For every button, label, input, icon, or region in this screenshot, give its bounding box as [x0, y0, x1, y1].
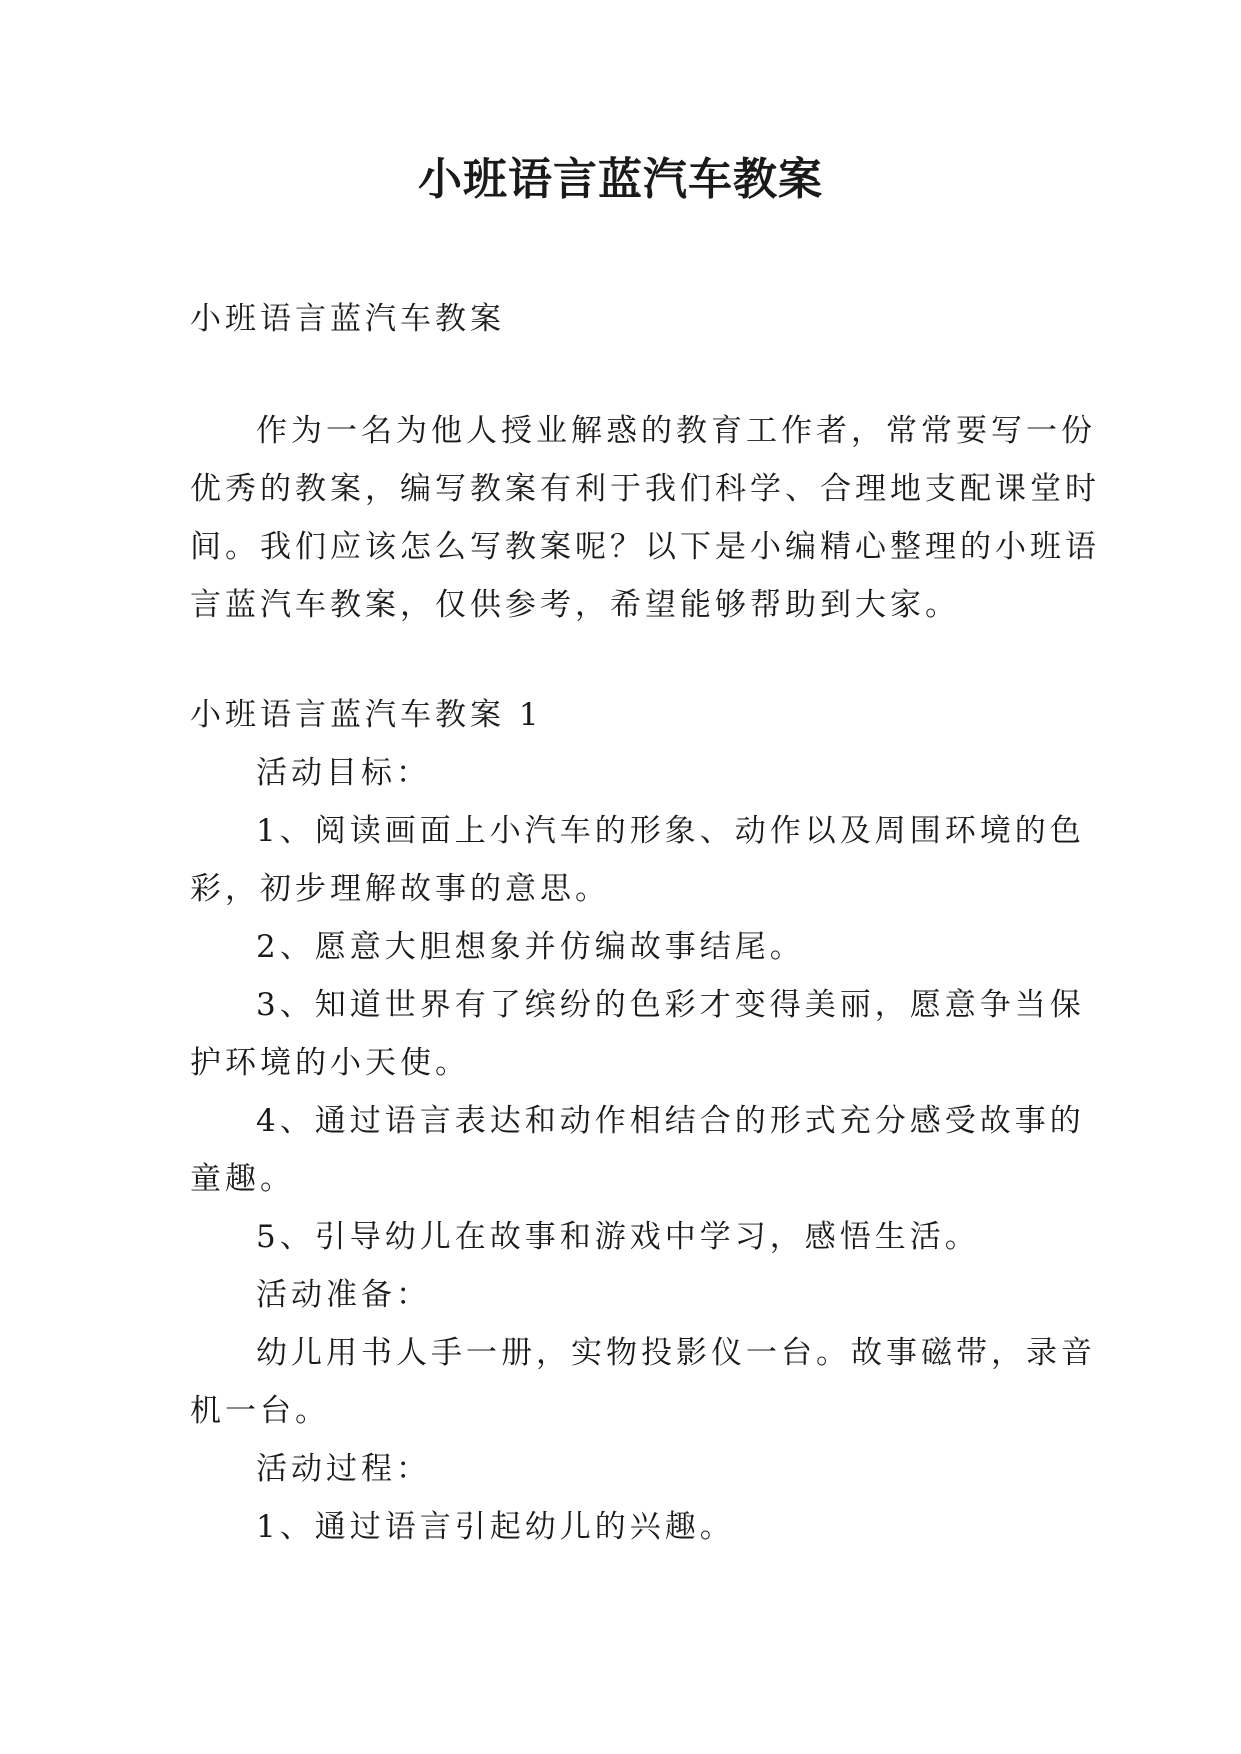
subtitle: 小班语言蓝汽车教案 [190, 301, 505, 337]
intro-line: 作为一名为他人授业解惑的教育工作者，常常要写一份 [256, 413, 1096, 449]
section-1 [190, 686, 1096, 1556]
intro-line: 优秀的教案，编写教案有利于我们科学、合理地支配课堂时 [190, 471, 1100, 507]
section-heading: 小班语言蓝汽车教案 1 [190, 697, 543, 733]
prep-label: 活动准备： [256, 1277, 431, 1313]
process-label: 活动过程： [256, 1451, 431, 1487]
goal-item: 1、阅读画面上小汽车的形象、动作以及周围环境的色 [256, 813, 1085, 849]
document-body [190, 290, 1100, 1556]
intro-line: 间。我们应该怎么写教案呢？以下是小编精心整理的小班语 [190, 529, 1100, 565]
intro-line: 言蓝汽车教案，仅供参考，希望能够帮助到大家。 [190, 587, 960, 623]
document-title: 小班语言蓝汽车教案 [418, 154, 823, 205]
intro-paragraph [190, 402, 1100, 634]
goal-item-cont: 彩，初步理解故事的意思。 [190, 871, 610, 907]
prep-text-cont: 机一台。 [190, 1393, 330, 1429]
goal-item: 5、引导幼儿在故事和游戏中学习，感悟生活。 [256, 1219, 980, 1255]
goal-item: 3、知道世界有了缤纷的色彩才变得美丽，愿意争当保 [256, 987, 1085, 1023]
goal-item-cont: 护环境的小天使。 [190, 1045, 470, 1081]
goal-item: 4、通过语言表达和动作相结合的形式充分感受故事的 [256, 1103, 1085, 1139]
goal-item-cont: 童趣。 [190, 1161, 295, 1197]
prep-text: 幼儿用书人手一册，实物投影仪一台。故事磁带，录音 [256, 1335, 1096, 1371]
goals-label: 活动目标： [256, 755, 431, 791]
process-item: 1、通过语言引起幼儿的兴趣。 [256, 1509, 735, 1545]
goal-item: 2、愿意大胆想象并仿编故事结尾。 [256, 929, 805, 965]
